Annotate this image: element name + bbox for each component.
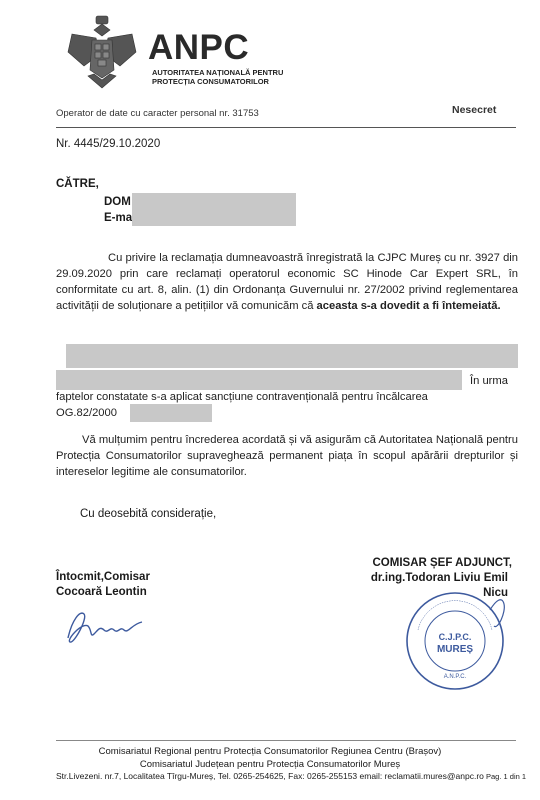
recipient-prefix: DOM [104, 196, 131, 208]
page-number: Pag. 1 din 1 [486, 772, 527, 781]
footer-contact: Str.Livezeni. nr.7, Localitatea Tîrgu-Mureș, Tel. 0265-254625, Fax: 0265-255153 email: reclamatii.mures@anpc.ro [56, 771, 484, 781]
recipient-name [104, 196, 131, 208]
paragraph-thanks: Vă mulțumim pentru încrederea acordată și vă asigurăm că Autoritatea Națională pentru Protecția Consumatorilor supraveghează permanent piața în scopul apărării drepturilor și intereselor legitime ale consumatorilor. [56, 434, 518, 478]
logo-subtitle [152, 68, 283, 86]
to-label: CĂTRE, [56, 178, 99, 190]
closing-formula: Cu deosebită considerație, [80, 508, 217, 520]
stamp-center-line1: C.J.P.C. [438, 632, 472, 642]
coat-of-arms-logo [62, 14, 142, 92]
approved-by-name: dr.ing.Todoran Liviu Emil Nicu [370, 572, 508, 599]
redacted-block-1 [66, 344, 518, 368]
paragraph-complaint [56, 250, 518, 314]
logo-subtitle-line2: PROTECȚIA CONSUMATORILOR [152, 77, 269, 86]
approved-by-title: COMISAR ȘEF ADJUNCT, [372, 557, 512, 569]
email-prefix: E-ma [104, 212, 133, 224]
document-number: Nr. 4445/29.10.2020 [56, 138, 161, 150]
paragraph-complaint-text: Cu privire la reclamația dumneavoastră înregistrată la CJPC Mureș cu nr. 3927 din 29.09.2020 prin care reclamați operatorul economic SC Hinode Car Expert SRL, în conformitate cu art. 8, alin. (1) din Ordonanța Guvernului nr. 27/2002 privind reglementarea activității de soluționare a petițiilor vă comunicăm că [56, 252, 518, 312]
redacted-block-2 [56, 370, 462, 390]
official-stamp-image [404, 590, 506, 692]
prepared-by-title: Întocmit,Comisar [56, 571, 150, 583]
paragraph-sanction-start: În urma [470, 375, 508, 387]
left-signature-image [62, 604, 152, 648]
paragraph-sanction-line3: OG.82/2000 [56, 407, 117, 419]
stamp-bottom-text: A.N.P.C. [443, 674, 467, 680]
logo-wordmark: ANPC [148, 28, 250, 67]
redacted-block-3 [130, 404, 212, 422]
classification-label: Nesecret [452, 104, 497, 116]
footer-regional-office: Comisariatul Regional pentru Protecția Consumatorilor Regiunea Centru (Brașov) [98, 746, 442, 757]
operator-registration: Operator de date cu caracter personal nr. 31753 [56, 108, 259, 119]
redacted-recipient [132, 193, 296, 226]
prepared-by-name: Cocoară Leontin [56, 586, 147, 598]
footer-county-office: Comisariatul Județean pentru Protecția Consumatorilor Mureș [139, 759, 401, 770]
paragraph-sanction [56, 389, 518, 421]
stamp-center-line2: MUREȘ [436, 644, 474, 655]
recipient-email [104, 212, 132, 224]
header-divider [56, 127, 516, 128]
paragraph-sanction-line2: faptelor constatate s-a aplicat sancțiune contravențională pentru încălcarea [56, 391, 428, 403]
footer-divider [56, 740, 516, 741]
paragraph-complaint-conclusion: aceasta s-a dovedit a fi întemeiată. [316, 300, 501, 312]
logo-subtitle-line1: AUTORITATEA NAȚIONALĂ PENTRU [152, 68, 284, 77]
prepared-by-block [56, 570, 150, 600]
